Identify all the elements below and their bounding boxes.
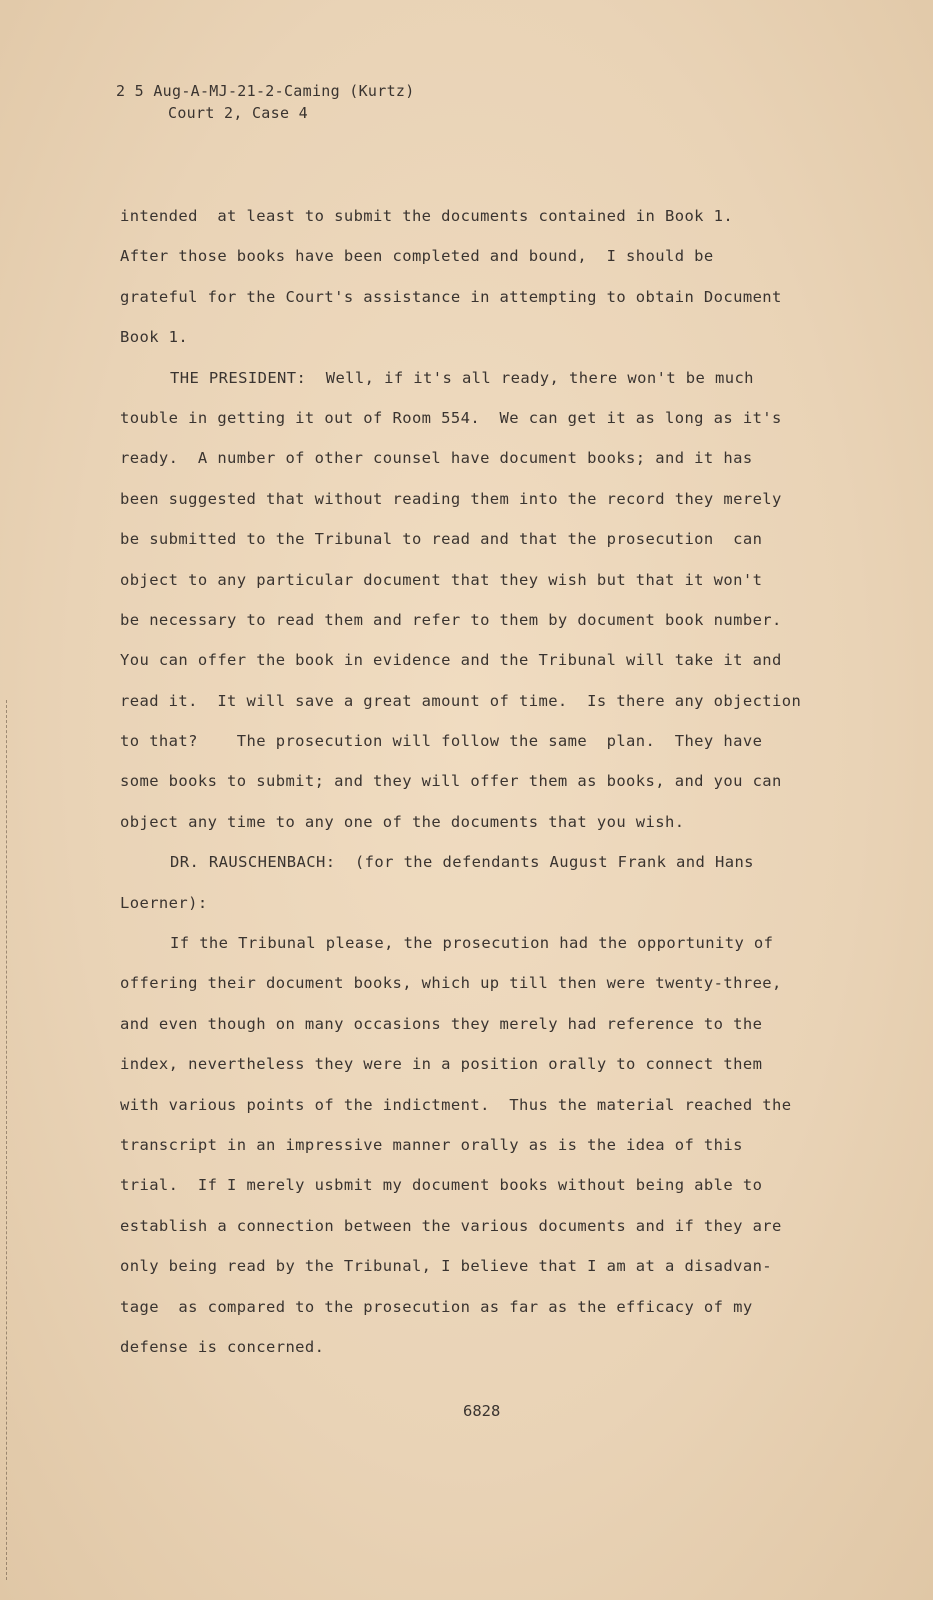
transcript-line: read it. It will save a great amount of time. Is there any objection xyxy=(120,691,802,710)
transcript-line: If the Tribunal please, the prosecution had the opportunity of xyxy=(170,934,774,953)
transcript-line: DR. RAUSCHENBACH: (for the defendants August Frank and Hans xyxy=(170,853,754,872)
transcript-line: object to any particular document that they wish but that it won't xyxy=(120,570,763,589)
header-reference: 2 5 Aug-A-MJ-21-2-Caming (Kurtz) xyxy=(116,82,415,100)
transcript-line: You can offer the book in evidence and the Tribunal will take it and xyxy=(120,651,782,670)
transcript-line: Loerner): xyxy=(120,893,208,912)
transcript-line: be submitted to the Tribunal to read and that the prosecution can xyxy=(120,530,763,549)
header-court-case: Court 2, Case 4 xyxy=(168,104,308,122)
transcript-line: be necessary to read them and refer to them by document book number. xyxy=(120,610,782,629)
transcript-line: intended at least to submit the documents contained in Book 1. xyxy=(120,207,734,225)
transcript-line: object any time to any one of the documents that you wish. xyxy=(120,812,685,831)
transcript-line: with various points of the indictment. Thus the material reached the xyxy=(120,1095,792,1114)
transcript-line: establish a connection between the various documents and if they are xyxy=(120,1216,782,1235)
transcript-line: offering their document books, which up till then were twenty-three, xyxy=(120,974,782,993)
transcript-line: been suggested that without reading them into the record they merely xyxy=(120,489,782,508)
transcript-line: grateful for the Court's assistance in attempting to obtain Document xyxy=(120,287,782,306)
transcript-line: and even though on many occasions they merely had reference to the xyxy=(120,1014,763,1033)
transcript-line: transcript in an impressive manner orally as is the idea of this xyxy=(120,1135,743,1154)
transcript-line: touble in getting it out of Room 554. We can get it as long as it's xyxy=(120,408,782,427)
transcript-line: ready. A number of other counsel have document books; and it has xyxy=(120,449,753,468)
transcript-body xyxy=(120,196,840,1367)
transcript-line: THE PRESIDENT: Well, if it's all ready, there won't be much xyxy=(170,368,754,387)
transcript-line: defense is concerned. xyxy=(120,1337,325,1356)
page-number: 6828 xyxy=(463,1402,501,1420)
transcript-line: After those books have been completed and bound, I should be xyxy=(120,247,714,266)
transcript-line: only being read by the Tribunal, I believe that I am at a disadvan- xyxy=(120,1257,773,1276)
transcript-line: tage as compared to the prosecution as far as the efficacy of my xyxy=(120,1297,753,1316)
transcript-line: trial. If I merely usbmit my document books without being able to xyxy=(120,1176,763,1195)
transcript-line: index, nevertheless they were in a position orally to connect them xyxy=(120,1055,763,1074)
transcript-line: Book 1. xyxy=(120,328,189,347)
document-header xyxy=(116,80,415,124)
page-edge-stitching xyxy=(6,700,9,1580)
transcript-line: to that? The prosecution will follow the same plan. They have xyxy=(120,732,763,751)
transcript-line: some books to submit; and they will offer them as books, and you can xyxy=(120,772,782,791)
